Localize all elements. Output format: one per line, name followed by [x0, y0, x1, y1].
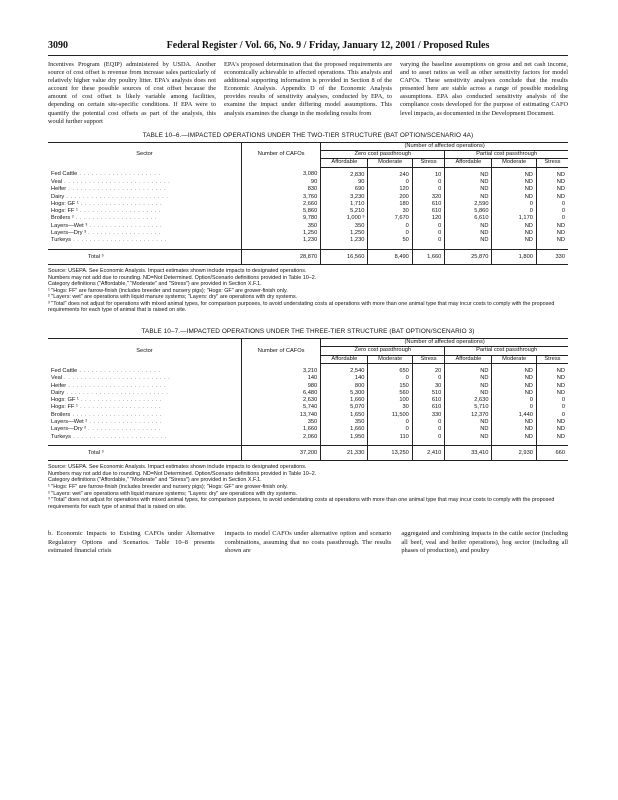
- value-cell: 13,740: [242, 412, 321, 419]
- table-note: Numbers may not add due to rounding. ND=Not Determined. Option/Scenario definitions provided in Table 10–2.: [48, 274, 317, 281]
- table-10-7-notes: [48, 464, 568, 510]
- value-cell: 0: [536, 412, 568, 419]
- total-label: Total ³: [48, 445, 242, 460]
- total-value-cell: 1,660: [412, 249, 444, 264]
- value-cell: 3,760: [242, 194, 321, 201]
- value-cell: 0: [412, 237, 444, 249]
- value-cell: 330: [412, 412, 444, 419]
- value-cell: 3,080: [242, 167, 321, 179]
- sub-header: Stress: [412, 355, 444, 363]
- value-cell: 650: [368, 363, 412, 375]
- sector-cell: Broilers ² . . . . . . . . . . . . . . . . . . . .: [51, 215, 157, 222]
- sub-header: Affordable: [445, 355, 492, 363]
- col-group-partial: Partial cost passthrough: [445, 347, 568, 355]
- value-cell: ND: [445, 434, 492, 446]
- value-cell: ND: [536, 426, 568, 433]
- value-cell: ND: [445, 426, 492, 433]
- value-cell: 0: [492, 208, 536, 215]
- value-cell: 1,250: [321, 230, 368, 237]
- value-cell: ND: [445, 237, 492, 249]
- value-cell: 610: [412, 404, 444, 411]
- value-cell: ND: [536, 383, 568, 390]
- table-row: [48, 397, 568, 404]
- value-cell: 0: [412, 434, 444, 446]
- value-cell: 610: [412, 397, 444, 404]
- total-value-cell: 2,930: [492, 445, 536, 460]
- text-column-2: [225, 530, 392, 555]
- table-10-6-notes: [48, 268, 568, 314]
- value-cell: 20: [412, 363, 444, 375]
- table-row: [48, 412, 568, 419]
- table-row: [48, 426, 568, 433]
- total-value-cell: 1,800: [492, 249, 536, 264]
- table-row: [48, 208, 568, 215]
- table-10-7: [48, 338, 568, 461]
- value-cell: 9,780: [242, 215, 321, 222]
- value-cell: 0: [492, 397, 536, 404]
- value-cell: ND: [492, 375, 536, 382]
- table-row: [48, 363, 568, 375]
- sub-header: Moderate: [368, 355, 412, 363]
- value-cell: 830: [242, 186, 321, 193]
- value-cell: ND: [492, 363, 536, 375]
- value-cell: ND: [445, 363, 492, 375]
- value-cell: ND: [492, 186, 536, 193]
- table-row: [48, 194, 568, 201]
- value-cell: 7,670: [368, 215, 412, 222]
- value-cell: 1,000 ³: [321, 215, 368, 222]
- paragraph: EPA's proposed determination that the proposed requirements are economically achievable to affected operations. This analysis and additional supporting information is provided in Section 8 of the Economic Analysis. Appendix D of the Economic Analysis provides results of sensitivity analyses, conducted by EPA, to examine the impact under differing model assumptions. This analysis examines the change in the modeling results from: [224, 61, 392, 117]
- sector-cell: Veal . . . . . . . . . . . . . . . . . . . . . . . . . .: [51, 375, 171, 382]
- col-group-zero: Zero cost passthrough: [321, 347, 445, 355]
- page-header: [48, 40, 568, 53]
- sector-cell: Hogs: FF ¹ . . . . . . . . . . . . . . . . . . . .: [51, 404, 162, 411]
- sub-header: Stress: [536, 355, 568, 363]
- value-cell: 150: [368, 383, 412, 390]
- table-note: ² "Layers: wet" are operations with liquid manure systems; "Layers: dry" are operations with dry systems.: [48, 294, 298, 301]
- value-cell: 350: [321, 223, 368, 230]
- value-cell: 510: [412, 390, 444, 397]
- sector-cell: Veal . . . . . . . . . . . . . . . . . . . . . . . . . .: [51, 178, 171, 185]
- value-cell: 0: [368, 375, 412, 382]
- value-cell: 1,710: [321, 201, 368, 208]
- value-cell: 3,210: [242, 363, 321, 375]
- value-cell: 5,740: [242, 404, 321, 411]
- table-row: [48, 179, 568, 186]
- sub-header: Affordable: [445, 159, 492, 167]
- sector-cell: Hogs: FF ¹ . . . . . . . . . . . . . . . . . . . .: [51, 208, 162, 215]
- value-cell: 2,060: [242, 434, 321, 446]
- table-note: Source: USEPA. See Economic Analysis. Impact estimates shown include impacts to designated operations.: [48, 267, 307, 274]
- table-row: [48, 383, 568, 390]
- value-cell: 1,650: [321, 412, 368, 419]
- value-cell: 5,210: [321, 208, 368, 215]
- value-cell: 320: [412, 194, 444, 201]
- table-note: ³ "Total" does not adjust for operations with mixed animal types, for comparison purposes, to avoid understating costs at operations with more than one animal type that may incur costs to comply with the proposed requirements for each type of animal that is raised on site.: [48, 300, 555, 314]
- table-row: [48, 215, 568, 222]
- value-cell: ND: [492, 167, 536, 179]
- table-10-7-caption: TABLE 10–7.—IMPACTED OPERATIONS UNDER THE THREE-TIER STRUCTURE (BAT OPTION/SCENARIO 3): [141, 328, 475, 336]
- value-cell: ND: [492, 179, 536, 186]
- total-row: [48, 249, 568, 264]
- sector-cell: Fed Cattle . . . . . . . . . . . . . . . . . . . .: [51, 171, 161, 178]
- value-cell: 0: [412, 375, 444, 382]
- table-note: ² "Layers: wet" are operations with liquid manure systems; "Layers: dry" are operations with dry systems.: [48, 490, 298, 497]
- table-10-6: [48, 142, 568, 265]
- value-cell: 980: [242, 383, 321, 390]
- value-cell: 90: [321, 179, 368, 186]
- value-cell: 0: [536, 404, 568, 411]
- value-cell: 1,950: [321, 434, 368, 446]
- value-cell: ND: [492, 194, 536, 201]
- value-cell: 0: [412, 419, 444, 426]
- value-cell: ND: [445, 375, 492, 382]
- total-row: [48, 445, 568, 460]
- value-cell: ND: [536, 223, 568, 230]
- value-cell: ND: [492, 223, 536, 230]
- value-cell: 0: [412, 186, 444, 193]
- value-cell: 800: [321, 383, 368, 390]
- value-cell: ND: [445, 390, 492, 397]
- value-cell: ND: [536, 237, 568, 249]
- total-value-cell: 330: [536, 249, 568, 264]
- value-cell: 1,660: [321, 397, 368, 404]
- table-note: Category definitions ("Affordable," "Moderate" and "Stress") are provided in Section X.F.1.: [48, 281, 262, 288]
- value-cell: 0: [536, 397, 568, 404]
- page: [48, 40, 568, 555]
- value-cell: 6,480: [242, 390, 321, 397]
- value-cell: 1,170: [492, 215, 536, 222]
- value-cell: 0: [536, 208, 568, 215]
- value-cell: 0: [412, 426, 444, 433]
- sector-cell: Heifer . . . . . . . . . . . . . . . . . . . . . . . .: [51, 382, 167, 389]
- sector-cell: Hogs: GF ¹ . . . . . . . . . . . . . . . . . . . .: [51, 200, 163, 207]
- value-cell: 0: [536, 201, 568, 208]
- value-cell: ND: [536, 375, 568, 382]
- value-cell: 350: [321, 419, 368, 426]
- running-title: Federal Register / Vol. 66, No. 9 / Friday, January 12, 2001 / Proposed Rules: [166, 40, 490, 51]
- table-row: [48, 434, 568, 446]
- value-cell: ND: [536, 194, 568, 201]
- header-divider: [48, 55, 568, 56]
- value-cell: 2,630: [445, 397, 492, 404]
- value-cell: 560: [368, 390, 412, 397]
- sector-cell: Dairy . . . . . . . . . . . . . . . . . . . . . . . . .: [51, 193, 169, 200]
- value-cell: 100: [368, 397, 412, 404]
- table-note: ¹ "Hogs: FF" are farrow-finish (includes breeder and nursery pigs); "Hogs: GF" are grower-finish only.: [48, 287, 288, 294]
- value-cell: 610: [412, 201, 444, 208]
- sector-cell: Hogs: GF ¹ . . . . . . . . . . . . . . . . . . . .: [51, 397, 163, 404]
- text-column-3: [400, 61, 568, 126]
- value-cell: ND: [536, 179, 568, 186]
- table-row: [48, 167, 568, 179]
- value-cell: ND: [445, 223, 492, 230]
- value-cell: 2,590: [445, 201, 492, 208]
- value-cell: ND: [445, 419, 492, 426]
- value-cell: ND: [492, 426, 536, 433]
- value-cell: 0: [368, 426, 412, 433]
- col-header-span: (Number of affected operations): [321, 142, 568, 150]
- value-cell: 200: [368, 194, 412, 201]
- total-value-cell: 16,560: [321, 249, 368, 264]
- sub-header: Stress: [536, 159, 568, 167]
- paragraph: varying the baseline assumptions on gross and net cash income, and to asset ratios as well as other sensitivity factors for model CAFOs. These sensitivity analyses conclude that the results presented here are stable across a range of possible modeling assumptions. EPA also conducted sensitivity analysis of the compliance costs developed for the purpose of estimating CAFO level impacts, as documented in the Development Document.: [400, 61, 568, 117]
- value-cell: 0: [492, 404, 536, 411]
- value-cell: ND: [536, 419, 568, 426]
- value-cell: 240: [368, 167, 412, 179]
- value-cell: 30: [368, 208, 412, 215]
- value-cell: 690: [321, 186, 368, 193]
- value-cell: 1,250: [242, 230, 321, 237]
- value-cell: 5,860: [445, 208, 492, 215]
- value-cell: ND: [492, 390, 536, 397]
- value-cell: 10: [412, 167, 444, 179]
- sector-cell: Turkeys . . . . . . . . . . . . . . . . . . . . . . .: [51, 237, 167, 244]
- total-value-cell: 33,410: [445, 445, 492, 460]
- sub-header: Stress: [412, 159, 444, 167]
- value-cell: 0: [412, 223, 444, 230]
- value-cell: ND: [445, 194, 492, 201]
- total-value-cell: 13,250: [368, 445, 412, 460]
- value-cell: 3,230: [321, 194, 368, 201]
- sub-header: Moderate: [492, 355, 536, 363]
- col-header-number: Number of CAFOs: [242, 142, 321, 167]
- text-column-1: [48, 530, 215, 555]
- sector-cell: Layers—Wet ² . . . . . . . . . . . . . . . . . .: [51, 419, 163, 426]
- sector-cell: Fed Cattle . . . . . . . . . . . . . . . . . . . .: [51, 367, 161, 374]
- value-cell: 90: [242, 179, 321, 186]
- value-cell: ND: [536, 186, 568, 193]
- sector-cell: Broilers . . . . . . . . . . . . . . . . . . . . . .: [51, 411, 162, 418]
- total-value-cell: 2,410: [412, 445, 444, 460]
- col-header-span: (Number of affected operations): [321, 339, 568, 347]
- table-note: ¹ "Hogs: FF" are farrow-finish (includes breeder and nursery pigs); "Hogs: GF" are grower-finish only.: [48, 484, 288, 490]
- value-cell: 6,610: [445, 215, 492, 222]
- value-cell: 140: [321, 375, 368, 382]
- value-cell: 0: [412, 179, 444, 186]
- sector-cell: Layers—Wet ³ . . . . . . . . . . . . . . . . . .: [51, 222, 163, 229]
- table-row: [48, 237, 568, 249]
- value-cell: ND: [536, 363, 568, 375]
- table-note: ³ "Total" does not adjust for operations with mixed animal types, for comparison purposes, to avoid understating costs at operations with more than one animal type that may incur costs to comply with the proposed requirements for each type of animal that is raised on site.: [48, 497, 555, 510]
- total-value-cell: 8,490: [368, 249, 412, 264]
- total-value-cell: 37,200: [242, 445, 321, 460]
- col-group-partial: Partial cost passthrough: [445, 151, 568, 159]
- paragraph: aggregated and combining impacts in the cattle sector (including all beef, veal and heifer operations), hog sector (including all phases of production), and poultry: [401, 530, 569, 554]
- table-row: [48, 230, 568, 237]
- value-cell: 5,070: [321, 404, 368, 411]
- top-text-columns: [48, 61, 568, 126]
- table-row: [48, 404, 568, 411]
- value-cell: ND: [536, 230, 568, 237]
- paragraph: impacts to model CAFOs under alternative option and scenario combinations, assuming that no costs passthrough. The results shown are: [224, 530, 392, 554]
- value-cell: 350: [242, 223, 321, 230]
- value-cell: 0: [412, 230, 444, 237]
- value-cell: 11,500: [368, 412, 412, 419]
- value-cell: 0: [536, 215, 568, 222]
- value-cell: ND: [492, 230, 536, 237]
- value-cell: 140: [242, 375, 321, 382]
- value-cell: 0: [368, 179, 412, 186]
- value-cell: 2,540: [321, 363, 368, 375]
- table-10-6-caption: TABLE 10–6.—IMPACTED OPERATIONS UNDER THE TWO-TIER STRUCTURE (BAT OPTION/SCENARIO 4A): [142, 131, 474, 139]
- total-value-cell: 660: [536, 445, 568, 460]
- page-number: 3090: [48, 40, 68, 51]
- value-cell: 120: [368, 186, 412, 193]
- value-cell: 0: [492, 201, 536, 208]
- value-cell: 2,630: [242, 397, 321, 404]
- table-row: [48, 419, 568, 426]
- value-cell: 110: [368, 434, 412, 446]
- value-cell: 0: [368, 419, 412, 426]
- value-cell: ND: [492, 419, 536, 426]
- table-row: [48, 375, 568, 382]
- value-cell: 2,660: [242, 201, 321, 208]
- value-cell: 120: [412, 215, 444, 222]
- sub-header: Affordable: [321, 159, 368, 167]
- total-value-cell: 28,870: [242, 249, 321, 264]
- table-row: [48, 186, 568, 193]
- value-cell: ND: [445, 186, 492, 193]
- value-cell: 1,660: [242, 426, 321, 433]
- total-value-cell: 21,330: [321, 445, 368, 460]
- paragraph: Incentives Program (EQIP) administered by USDA. Another source of cost offset is revenue from increase sales particularly of relatively higher value dry poultry litter. EPA's analysis does not account for these possible sources of cost offset because the amount of cost offset is likely variable among facilities, depending on certain site-specific conditions. If EPA were to quantify the potential cost offsets as part of the analysis, this would further support: [48, 61, 216, 125]
- paragraph: b. Economic Impacts to Existing CAFOs under Alternative Regulatory Options and Scenarios. Table 10–8 presents estimated financial crisis: [48, 530, 215, 554]
- value-cell: ND: [445, 167, 492, 179]
- sector-cell: Turkeys . . . . . . . . . . . . . . . . . . . . . . .: [51, 433, 167, 440]
- value-cell: 5,860: [242, 208, 321, 215]
- sector-cell: Layers—Dry ² . . . . . . . . . . . . . . . . . .: [51, 426, 161, 433]
- sub-header: Moderate: [492, 159, 536, 167]
- table-note: Category definitions ("Affordable," "Moderate" and "Stress") are provided in Section X.F.1.: [48, 477, 262, 484]
- sector-cell: Heifer . . . . . . . . . . . . . . . . . . . . . . . .: [51, 186, 167, 193]
- sub-header: Affordable: [321, 355, 368, 363]
- value-cell: 30: [412, 383, 444, 390]
- col-header-number: Number of CAFOs: [242, 339, 321, 364]
- value-cell: 350: [242, 419, 321, 426]
- value-cell: ND: [445, 179, 492, 186]
- text-column-3: [401, 530, 568, 555]
- value-cell: ND: [445, 230, 492, 237]
- col-group-zero: Zero cost passthrough: [321, 151, 445, 159]
- value-cell: ND: [536, 434, 568, 446]
- table-note: Source: USEPA. See Economic Analysis. Impact estimates shown include impacts to designated operations.: [48, 464, 307, 471]
- value-cell: 1,660: [321, 426, 368, 433]
- sector-cell: Dairy . . . . . . . . . . . . . . . . . . . . . . . . .: [51, 389, 169, 396]
- value-cell: 180: [368, 201, 412, 208]
- value-cell: 12,370: [445, 412, 492, 419]
- value-cell: 50: [368, 237, 412, 249]
- table-row: [48, 223, 568, 230]
- value-cell: 5,710: [445, 404, 492, 411]
- value-cell: 1,440: [492, 412, 536, 419]
- value-cell: 610: [412, 208, 444, 215]
- value-cell: 2,830: [321, 167, 368, 179]
- value-cell: ND: [492, 434, 536, 446]
- total-label: Total ³: [48, 249, 242, 264]
- col-header-sector: Sector: [48, 142, 242, 167]
- table-row: [48, 390, 568, 397]
- text-column-2: [224, 61, 392, 126]
- table-row: [48, 201, 568, 208]
- value-cell: 1,230: [321, 237, 368, 249]
- text-column-1: [48, 61, 216, 126]
- value-cell: 0: [368, 230, 412, 237]
- value-cell: 1,230: [242, 237, 321, 249]
- value-cell: 30: [368, 404, 412, 411]
- bottom-text-columns: [48, 530, 568, 555]
- value-cell: ND: [492, 383, 536, 390]
- sub-header: Moderate: [368, 159, 412, 167]
- value-cell: 0: [368, 223, 412, 230]
- value-cell: ND: [492, 237, 536, 249]
- table-note: Numbers may not add due to rounding. ND=Not Determined. Option/Scenario definitions provided in Table 10–2.: [48, 470, 317, 477]
- value-cell: ND: [536, 390, 568, 397]
- total-value-cell: 25,870: [445, 249, 492, 264]
- sector-cell: Layers—Dry ³ . . . . . . . . . . . . . . . . . .: [51, 230, 161, 237]
- value-cell: ND: [536, 167, 568, 179]
- value-cell: ND: [445, 383, 492, 390]
- value-cell: 5,300: [321, 390, 368, 397]
- col-header-sector: Sector: [48, 339, 242, 364]
